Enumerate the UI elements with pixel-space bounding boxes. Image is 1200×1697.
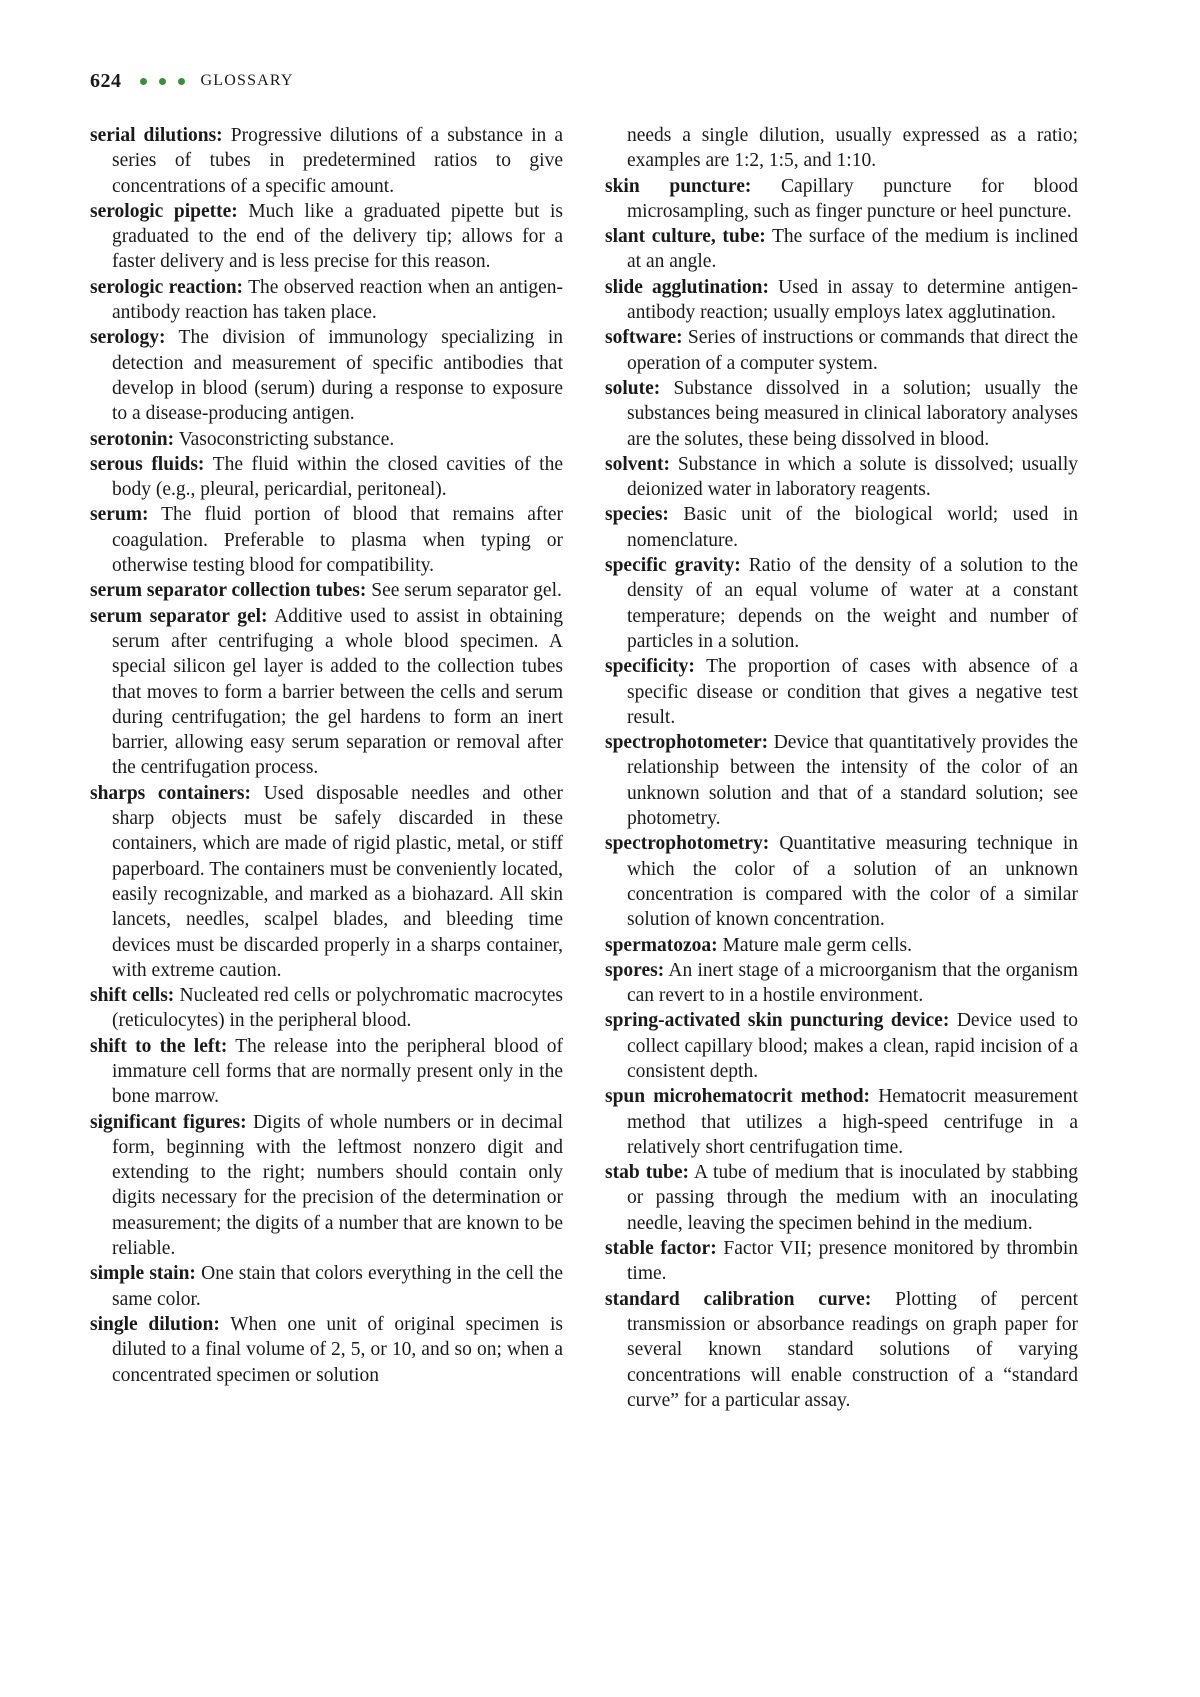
glossary-term: significant figures: bbox=[90, 1111, 247, 1133]
glossary-definition: The division of immunology specializing in detection and measurement of specific antibodies that develop in blood (serum) during a response to exposure to a disease-producing antigen. bbox=[112, 327, 564, 425]
glossary-definition: Quantitative measuring technique in which the color of a solution of an unknown concentration is compared with the color of a similar solution of known concentration. bbox=[627, 833, 1078, 931]
glossary-definition: Device that quantitatively provides the relationship between the intensity of the color of an unknown solution and that of a standard solution; see photometry. bbox=[627, 732, 1079, 830]
glossary-term: serum separator collection tubes: bbox=[90, 580, 367, 602]
glossary-definition: Substance in which a solute is dissolved; usually deionized water in laboratory reagents. bbox=[627, 453, 1079, 501]
glossary-definition: The fluid within the closed cavities of the body (e.g., pleural, pericardial, peritoneal). bbox=[112, 453, 563, 501]
glossary-entry bbox=[90, 1034, 563, 1110]
glossary-term: specific gravity: bbox=[605, 555, 741, 577]
glossary-entry bbox=[90, 1110, 563, 1262]
glossary-entry bbox=[605, 1008, 1078, 1084]
glossary-definition: The observed reaction when an antigen-antibody reaction has taken place. bbox=[112, 276, 563, 324]
glossary-column-left bbox=[90, 123, 563, 1388]
glossary-entry bbox=[605, 1287, 1078, 1413]
glossary-definition: Progressive dilutions of a substance in a series of tubes in predetermined ratios to give concentrations of a specific amount. bbox=[112, 125, 564, 197]
glossary-entry bbox=[605, 325, 1078, 376]
glossary-definition: An inert stage of a microorganism that the organism can revert to in a hostile environment. bbox=[627, 959, 1078, 1007]
glossary-column-right bbox=[605, 123, 1078, 1413]
glossary-term: spores: bbox=[605, 959, 665, 981]
glossary-definition: Much like a graduated pipette but is graduated to the end of the delivery tip; allows for a faster delivery and is less precise for this reason. bbox=[112, 200, 564, 273]
glossary-definition: needs a single dilution, usually expressed as a ratio; examples are 1:2, 1:5, and 1:10. bbox=[627, 125, 1078, 172]
glossary-entry bbox=[605, 123, 1078, 174]
glossary-definition: The proportion of cases with absence of a specific disease or condition that gives a negative test result. bbox=[627, 656, 1078, 728]
glossary-entry bbox=[605, 553, 1078, 654]
glossary-entry bbox=[605, 275, 1078, 326]
glossary-entry bbox=[605, 224, 1078, 275]
glossary-entry bbox=[90, 123, 563, 199]
glossary-entry bbox=[90, 578, 563, 603]
glossary-term: species: bbox=[605, 504, 669, 526]
glossary-definition: The release into the peripheral blood of immature cell forms that are normally present only in the bone marrow. bbox=[112, 1035, 563, 1108]
glossary-entry bbox=[605, 654, 1078, 730]
glossary-entry bbox=[605, 502, 1078, 553]
glossary-entry bbox=[90, 604, 563, 781]
glossary-definition: A tube of medium that is inoculated by stabbing or passing through the medium with an inoculating needle, leaving the specimen behind in the medium. bbox=[627, 1162, 1078, 1234]
glossary-definition: Digits of whole numbers or in decimal form, beginning with the leftmost nonzero digit and extending to the right; numbers should contain only digits necessary for the precision of the determination or measurement; the digits of a number that are known to be reliable. bbox=[112, 1111, 564, 1260]
glossary-entry bbox=[605, 1236, 1078, 1287]
glossary-entry bbox=[90, 199, 563, 275]
glossary-term: serum separator gel: bbox=[90, 605, 268, 627]
glossary-term: serotonin: bbox=[90, 428, 175, 450]
glossary-entry bbox=[90, 1261, 563, 1312]
glossary-term: serum: bbox=[90, 504, 149, 526]
glossary-entry bbox=[605, 933, 1078, 958]
glossary-entry bbox=[90, 275, 563, 326]
glossary-definition: Used disposable needles and other sharp objects must be safely discarded in these containers, which are made of rigid plastic, metal, or stiff paperboard. The containers must be conveniently located, easily recognizable, and marked as a biohazard. All skin lancets, needles, scalpel blades, and bleeding time devices must be discarded properly in a sharps container, with extreme caution. bbox=[112, 782, 564, 981]
glossary-definition: See serum separator gel. bbox=[371, 580, 562, 602]
glossary-definition: Plotting of percent transmission or absorbance readings on graph paper for several known standard solutions of varying concentrations will enable construction of a “standard curve” for a particular assay. bbox=[627, 1288, 1079, 1411]
glossary-term: spectrophotometer: bbox=[605, 732, 769, 754]
glossary-term: spermatozoa: bbox=[605, 934, 718, 956]
glossary-entry bbox=[90, 1312, 563, 1388]
glossary-definition: Additive used to assist in obtaining serum after centrifuging a whole blood specimen. A special silicon gel layer is added to the collection tubes that moves to form a barrier between the cells and serum during centrifugation; the gel hardens to form an inert barrier, allowing easy serum separation or removal after the centrifugation process. bbox=[112, 605, 564, 779]
glossary-term: serology: bbox=[90, 327, 166, 349]
glossary-entry bbox=[90, 427, 563, 452]
glossary-entry bbox=[605, 730, 1078, 831]
glossary-entry bbox=[605, 1084, 1078, 1160]
glossary-term: shift to the left: bbox=[90, 1035, 228, 1057]
glossary-definition: When one unit of original specimen is diluted to a final volume of 2, 5, or 10, and so on; when a concentrated specimen or solution bbox=[112, 1313, 564, 1386]
glossary-definition: One stain that colors everything in the cell the same color. bbox=[112, 1263, 564, 1310]
glossary-definition: Factor VII; presence monitored by thrombin time. bbox=[627, 1238, 1079, 1285]
glossary-term: slide agglutination: bbox=[605, 276, 770, 298]
glossary-definition: Nucleated red cells or polychromatic macrocytes (reticulocytes) in the peripheral blood. bbox=[112, 985, 563, 1032]
glossary-term: software: bbox=[605, 327, 683, 349]
bullet-dots-icon bbox=[140, 78, 185, 85]
glossary-term: solvent: bbox=[605, 453, 670, 475]
page-number: 624 bbox=[90, 69, 122, 92]
glossary-term: skin puncture: bbox=[605, 175, 752, 197]
glossary-definition: Series of instructions or commands that direct the operation of a computer system. bbox=[627, 327, 1079, 374]
glossary-definition: Vasoconstricting substance. bbox=[178, 428, 395, 450]
dot-icon bbox=[178, 78, 185, 85]
glossary-definition: The surface of the medium is inclined at an angle. bbox=[627, 226, 1078, 273]
glossary-entry bbox=[90, 983, 563, 1034]
glossary-term: spectrophotometry: bbox=[605, 833, 770, 855]
glossary-entry bbox=[90, 452, 563, 503]
glossary-term: serologic pipette: bbox=[90, 200, 238, 222]
glossary-term: specificity: bbox=[605, 656, 695, 678]
glossary-term: serous fluids: bbox=[90, 453, 205, 475]
dot-icon bbox=[140, 78, 147, 85]
glossary-term: simple stain: bbox=[90, 1263, 196, 1285]
glossary-definition: Used in assay to determine antigen-antibody reaction; usually employs latex agglutination. bbox=[627, 276, 1078, 324]
glossary-term: spring-activated skin puncturing device: bbox=[605, 1010, 950, 1032]
glossary-term: sharps containers: bbox=[90, 782, 252, 804]
page-header bbox=[90, 66, 294, 96]
glossary-term: serologic reaction: bbox=[90, 276, 244, 298]
glossary-term: spun microhematocrit method: bbox=[605, 1086, 871, 1108]
glossary-definition: Substance dissolved in a solution; usually the substances being measured in clinical laboratory analyses are the solutes, these being dissolved in blood. bbox=[627, 377, 1079, 450]
glossary-term: solute: bbox=[605, 377, 661, 399]
glossary-term: slant culture, tube: bbox=[605, 226, 766, 248]
glossary-definition: Capillary puncture for blood microsampling, such as finger puncture or heel puncture. bbox=[627, 175, 1078, 222]
glossary-entry bbox=[605, 376, 1078, 452]
glossary-entry bbox=[605, 174, 1078, 225]
glossary-entry bbox=[90, 502, 563, 578]
glossary-term: standard calibration curve: bbox=[605, 1288, 872, 1310]
glossary-term: serial dilutions: bbox=[90, 125, 223, 146]
glossary-entry bbox=[605, 452, 1078, 503]
glossary-term: single dilution: bbox=[90, 1313, 220, 1335]
dot-icon bbox=[159, 78, 166, 85]
glossary-definition: Hematocrit measurement method that utilizes a high-speed centrifuge in a relatively short centrifugation time. bbox=[627, 1086, 1079, 1158]
glossary-definition: Mature male germ cells. bbox=[722, 934, 913, 956]
glossary-entry bbox=[605, 1160, 1078, 1236]
glossary-definition: Device used to collect capillary blood; makes a clean, rapid incision of a consistent depth. bbox=[627, 1010, 1078, 1082]
section-title: GLOSSARY bbox=[200, 72, 294, 89]
glossary-definition: Ratio of the density of a solution to the density of an equal volume of water at a constant temperature; depends on the weight and number of particles in a solution. bbox=[627, 555, 1079, 652]
glossary-term: stable factor: bbox=[605, 1238, 717, 1260]
glossary-entry bbox=[605, 958, 1078, 1009]
glossary-entry bbox=[90, 325, 563, 426]
glossary-definition: Basic unit of the biological world; used in nomenclature. bbox=[627, 504, 1079, 551]
glossary-term: shift cells: bbox=[90, 985, 175, 1007]
glossary-entry bbox=[605, 831, 1078, 932]
glossary-definition: The fluid portion of blood that remains after coagulation. Preferable to plasma when typing or otherwise testing blood for compatibility. bbox=[112, 504, 563, 577]
glossary-entry bbox=[90, 781, 563, 983]
glossary-term: stab tube: bbox=[605, 1162, 690, 1184]
